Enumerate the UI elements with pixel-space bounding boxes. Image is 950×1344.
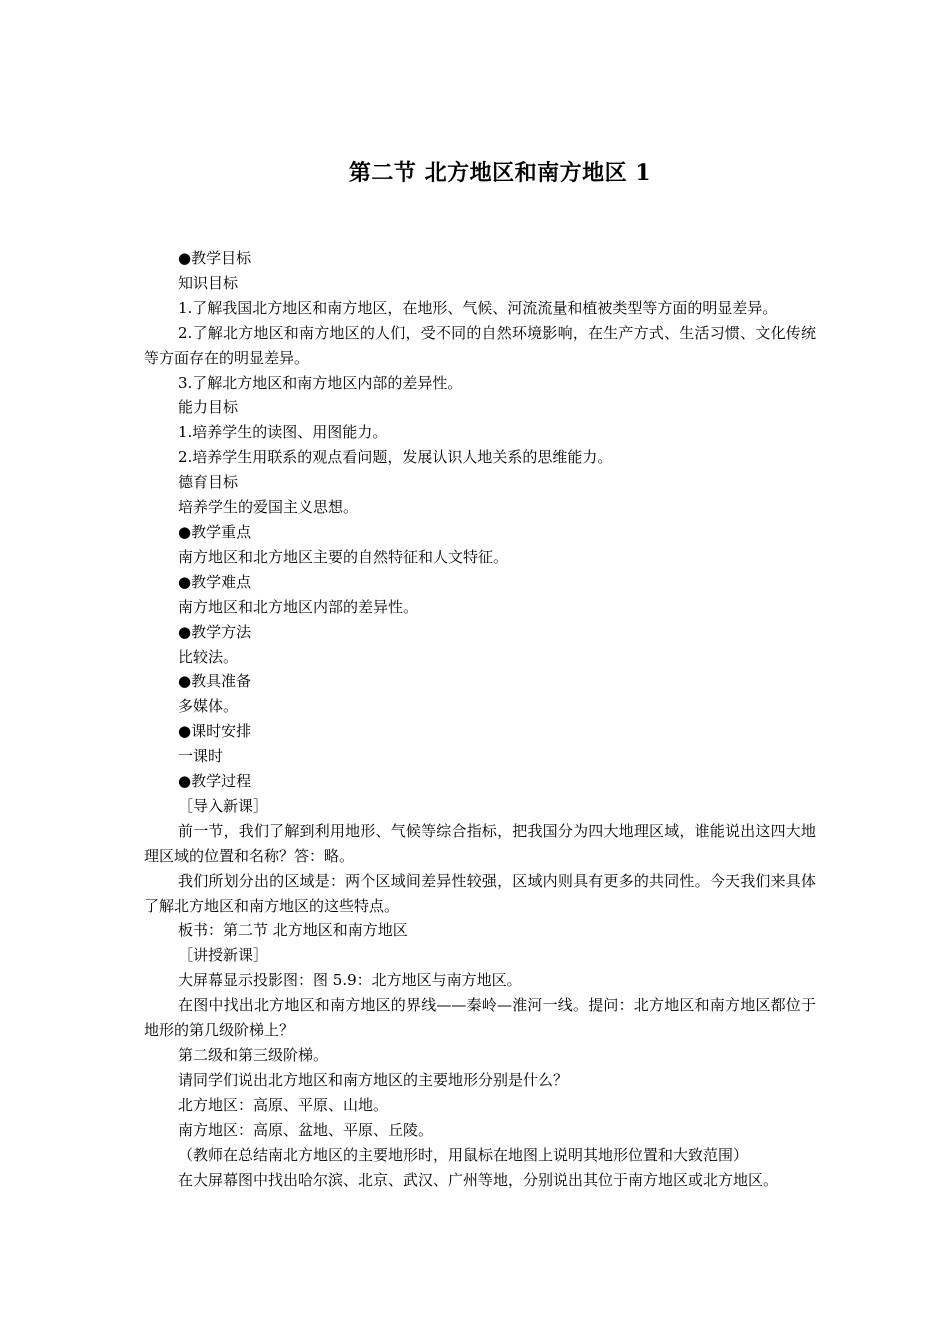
document-title: 第二节 北方地区和南方地区 1 — [348, 160, 652, 186]
paragraph: 能力目标 — [178, 398, 239, 417]
paragraph: 培养学生的爱国主义思想。 — [178, 498, 359, 517]
paragraph: 德育目标 — [178, 473, 239, 492]
paragraph: 1.了解我国北方地区和南方地区，在地形、气候、河流流量和植被类型等方面的明显差异。 — [178, 298, 778, 317]
paragraph: 板书：第二节 北方地区和南方地区 — [178, 921, 408, 940]
paragraph: 南方地区和北方地区内部的差异性。 — [178, 597, 419, 616]
paragraph: ●教具准备 — [178, 672, 252, 691]
paragraph: 南方地区：高原、盆地、平原、丘陵。 — [178, 1120, 434, 1139]
paragraph: 在大屏幕图中找出哈尔滨、北京、武汉、广州等地，分别说出其位于南方地区或北方地区。 — [178, 1170, 779, 1189]
paragraph: 比较法。 — [178, 647, 239, 666]
paragraph: 知识目标 — [178, 273, 239, 292]
paragraph: 2.了解北方地区和南方地区的人们，受不同的自然环境影响，在生产方式、生活习惯、文化传统等方面存在的明显差异。 — [144, 323, 816, 367]
paragraph: ●教学难点 — [178, 572, 252, 591]
paragraph: （教师在总结南北方地区的主要地形时，用鼠标在地图上说明其地形位置和大致范围） — [178, 1145, 749, 1164]
paragraph: ●教学过程 — [178, 772, 252, 791]
paragraph: 3.了解北方地区和南方地区内部的差异性。 — [178, 373, 463, 392]
paragraph: 我们所划分出的区域是：两个区域间差异性较强，区域内则具有更多的共同性。今天我们来具体了解北方地区和南方地区的这些特点。 — [144, 871, 816, 915]
paragraph: 第二级和第三级阶梯。 — [178, 1046, 329, 1064]
paragraph: 一课时 — [178, 747, 224, 766]
document-body — [144, 246, 816, 1192]
paragraph: 在图中找出北方地区和南方地区的界线——秦岭—淮河一线。提问：北方地区和南方地区都位于地形的第几级阶梯上？ — [144, 996, 816, 1040]
paragraph: ●教学目标 — [178, 249, 252, 267]
paragraph: 2.培养学生用联系的观点看问题，发展认识人地关系的思维能力。 — [178, 448, 613, 467]
paragraph: 南方地区和北方地区主要的自然特征和人文特征。 — [178, 547, 509, 566]
paragraph: ●教学重点 — [178, 522, 252, 541]
paragraph: ●课时安排 — [178, 722, 252, 741]
paragraph: ［导入新课］ — [178, 796, 269, 815]
paragraph: 前一节，我们了解到利用地形、气候等综合指标，把我国分为四大地理区域，谁能说出这四大地理区域的位置和名称？答：略。 — [144, 821, 816, 865]
paragraph: ［讲授新课］ — [178, 946, 269, 965]
paragraph: 北方地区：高原、平原、山地。 — [178, 1095, 389, 1114]
paragraph: 1.培养学生的读图、用图能力。 — [178, 423, 388, 442]
paragraph: 请同学们说出北方地区和南方地区的主要地形分别是什么？ — [178, 1070, 569, 1089]
paragraph: 多媒体。 — [178, 697, 239, 716]
paragraph: ●教学方法 — [178, 622, 252, 641]
paragraph: 大屏幕显示投影图：图 5.9：北方地区与南方地区。 — [178, 971, 522, 990]
